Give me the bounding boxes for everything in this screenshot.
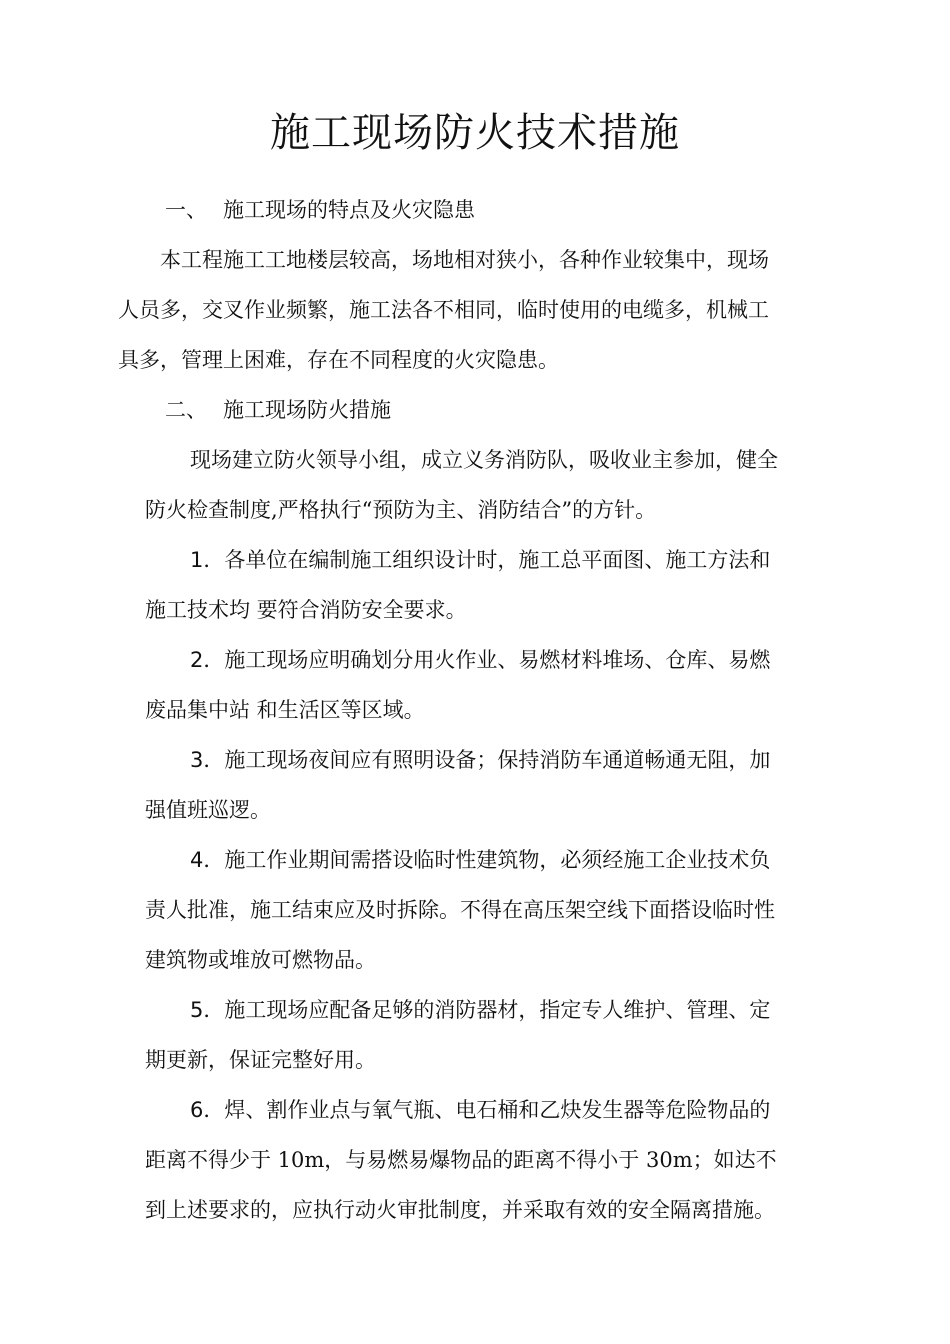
item-text: 各单位在编制施工组织设计时，施工总平面图、施工方法和 [224, 548, 771, 572]
page-title: 施工现场防火技术措施 [270, 110, 680, 156]
item-text: 施工作业期间需搭设临时性建筑物，必须经施工企业技术负 [224, 848, 771, 872]
item-number: 2． [190, 648, 225, 672]
paragraph-line: 本工程施工工地楼层较高，场地相对狭小，各种作业较集中，现场 [160, 248, 769, 272]
item-continuation: 建筑物或堆放可燃物品。 [145, 948, 376, 972]
item-continuation: 施工技术均 要符合消防安全要求。 [145, 598, 467, 622]
item-continuation: 期更新，保证完整好用。 [145, 1048, 376, 1072]
paragraph-line: 人员多，交叉作业频繁，施工法各不相同，临时使用的电缆多，机械工 [118, 298, 769, 322]
paragraph-line: 具多，管理上困难，存在不同程度的火灾隐患。 [118, 348, 559, 372]
list-item-5 [190, 995, 770, 1025]
item-text: 施工现场应明确划分用火作业、易燃材料堆场、仓库、易燃 [224, 648, 771, 672]
item-number: 3． [190, 748, 225, 772]
list-item-1 [190, 545, 770, 575]
item-number: 5． [190, 998, 225, 1022]
item-continuation: 到上述要求的，应执行动火审批制度，并采取有效的安全隔离措施。 [145, 1198, 775, 1222]
list-item-4 [190, 845, 770, 875]
item-continuation: 废品集中站 和生活区等区域。 [145, 698, 425, 722]
paragraph-line: 现场建立防火领导小组，成立义务消防队，吸收业主参加，健全 [190, 448, 778, 472]
list-item-2 [190, 645, 770, 675]
section-heading-2 [165, 395, 391, 425]
section-number: 一、 [165, 198, 207, 222]
list-item-6 [190, 1095, 770, 1125]
section-heading-text: 施工现场的特点及火灾隐患 [223, 198, 475, 222]
item-text: 施工现场应配备足够的消防器材，指定专人维护、管理、定 [224, 998, 771, 1022]
section-number: 二、 [165, 398, 207, 422]
item-continuation: 距离不得少于 10m，与易燃易爆物品的距离不得小于 30m；如达不 [145, 1148, 777, 1172]
item-number: 6． [190, 1098, 225, 1122]
paragraph-line: 防火检查制度,严格执行“预防为主、消防结合”的方针。 [145, 498, 657, 522]
item-text: 焊、割作业点与氧气瓶、电石桶和乙炔发生器等危险物品的 [224, 1098, 771, 1122]
section-heading-1 [165, 195, 475, 225]
list-item-3 [190, 745, 770, 775]
item-number: 4． [190, 848, 225, 872]
item-text: 施工现场夜间应有照明设备；保持消防车通道畅通无阻，加 [224, 748, 771, 772]
item-number: 1． [190, 548, 225, 572]
item-continuation: 责人批准，施工结束应及时拆除。不得在高压架空线下面搭设临时性 [145, 898, 775, 922]
section-heading-text: 施工现场防火措施 [223, 398, 391, 422]
item-continuation: 强值班巡逻。 [145, 798, 271, 822]
